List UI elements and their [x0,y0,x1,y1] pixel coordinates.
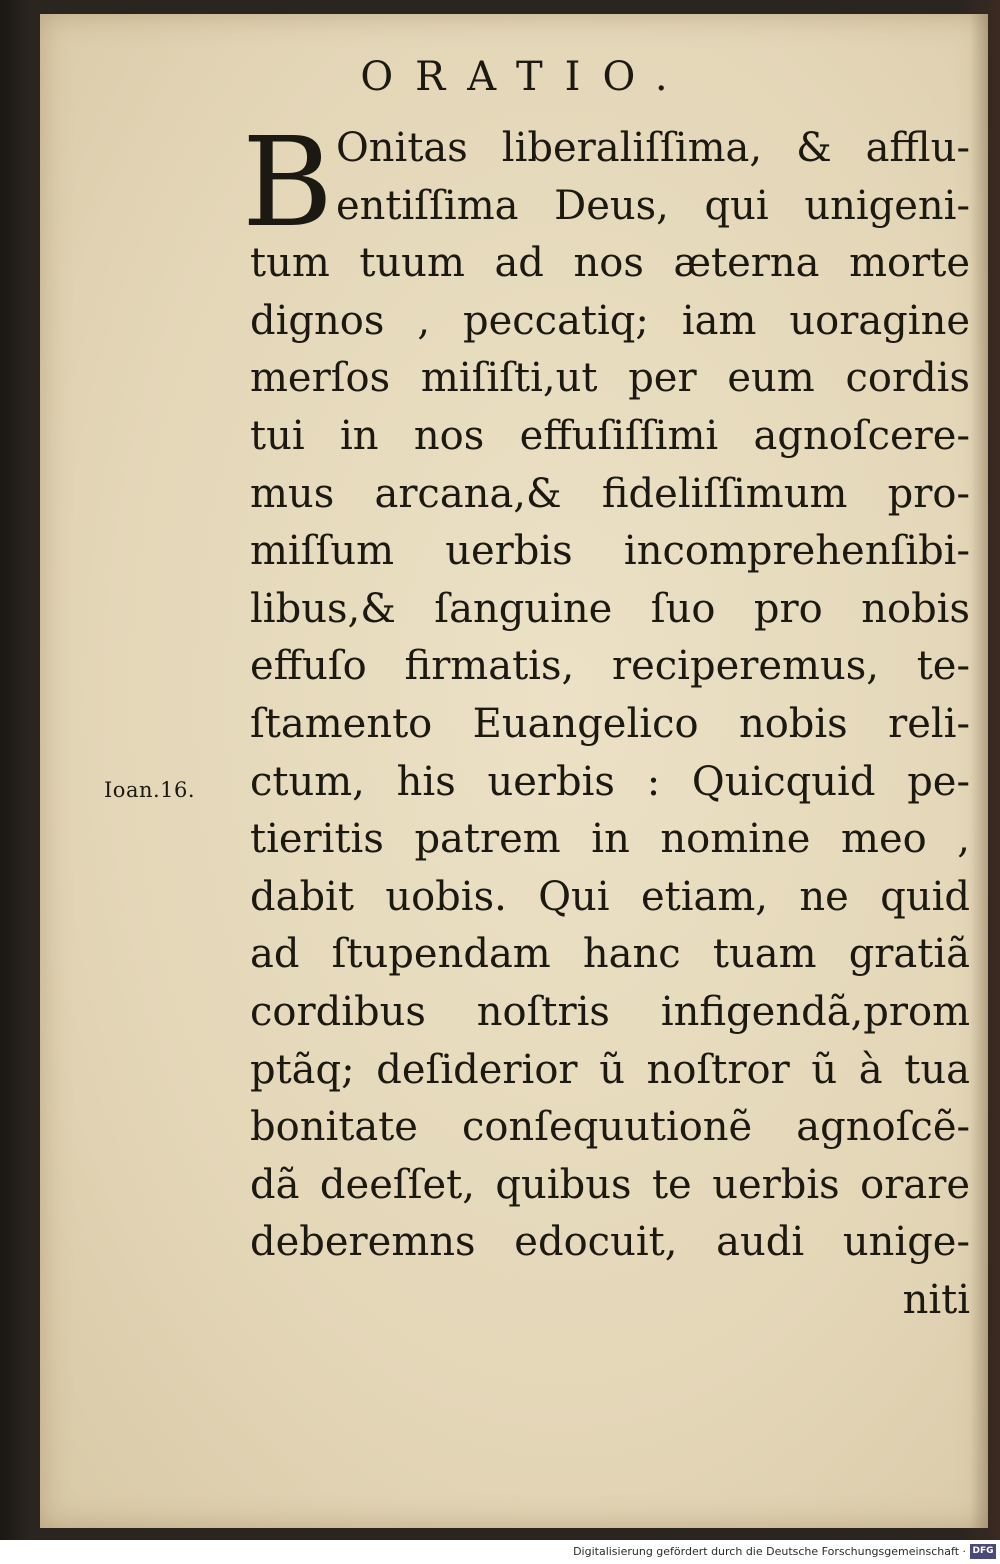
margin-note-reference: Ioan.16. [104,778,196,802]
text-line: tum tuum ad nos æterna morte [250,240,970,287]
prayer-text [242,111,970,1329]
text-line: effuſo firmatis, reciperemus, te- [250,643,970,690]
page-heading: ORATIO. [360,54,690,100]
text-line: merſos miſiſti,ut per eum cordis [250,355,970,402]
text-line: deberemns edocuit, audi unige- [250,1219,970,1266]
text-line: ad ſtupendam hanc tuam gratiã [250,931,970,978]
dfg-logo: DFG [970,1544,996,1559]
book-page [40,14,988,1528]
text-line: cordibus noſtris infigendã,prom [250,988,970,1035]
text-line: libus,& ſanguine ſuo pro nobis [250,585,970,632]
text-line: ſtamento Euangelico nobis reli- [250,700,970,747]
text-line: tui in nos effuſiſſimi agnoſcere- [250,412,970,459]
text-line: bonitate conſequutionẽ agnoſcẽ- [250,1104,970,1151]
text-line: entiſſima Deus, qui unigeni- [336,182,970,229]
text-line: dã deeſſet, quibus te uerbis orare [250,1161,970,1208]
footer-bar [0,1540,1000,1564]
text-line: dignos , peccatiq; iam uoragine [250,297,970,344]
text-line: mus arcana,& fideliſſimum pro- [250,470,970,517]
text-line: dabit uobis. Qui etiam, ne quid [250,873,970,920]
text-line: miſſum uerbis incomprehenſibi- [250,528,970,575]
page-gutter-shadow [970,14,988,1528]
text-line: tieritis patrem in nomine meo , [250,816,970,863]
text-line: ptãq; deſiderior ũ noſtror ũ à tua [250,1046,970,1093]
catchword: niti [902,1276,970,1323]
text-line: Onitas liberaliſſima, & afflu- [336,125,970,171]
drop-cap: B [242,111,334,255]
funding-credit: Digitalisierung gefördert durch die Deutsche Forschungsgemeinschaft · [573,1545,966,1558]
text-line: ctum, his uerbis : Quicquid pe- [250,758,970,805]
